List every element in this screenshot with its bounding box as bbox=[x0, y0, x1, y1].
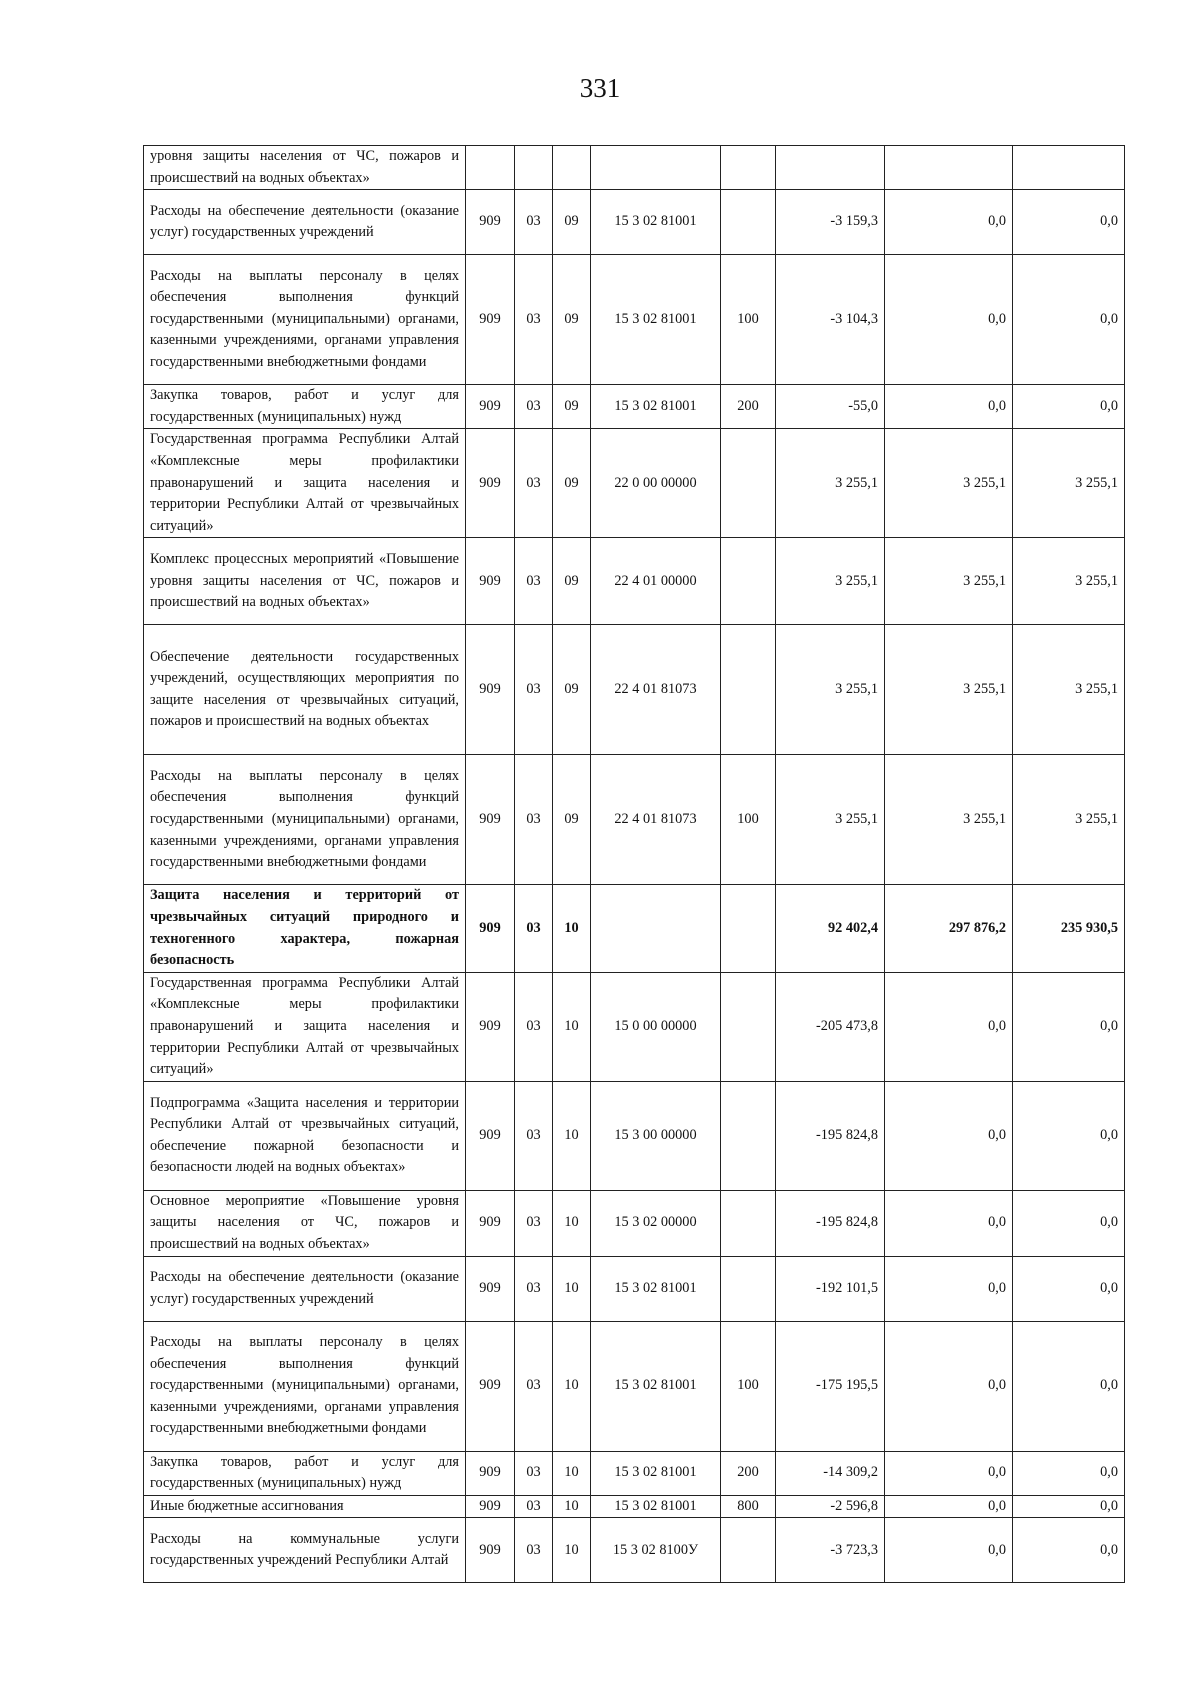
subsection-code-cell: 10 bbox=[553, 1190, 591, 1256]
amount-year-1-cell: 3 255,1 bbox=[776, 625, 885, 755]
amount-year-3-cell: 0,0 bbox=[1013, 1256, 1125, 1321]
section-code-cell: 03 bbox=[515, 1190, 553, 1256]
amount-year-2-cell: 0,0 bbox=[885, 255, 1013, 385]
amount-year-3-cell: 235 930,5 bbox=[1013, 885, 1125, 972]
target-article-cell: 15 3 02 81001 bbox=[591, 1495, 721, 1518]
grbs-code-cell: 909 bbox=[466, 1451, 515, 1495]
grbs-code-cell: 909 bbox=[466, 1495, 515, 1518]
amount-year-1-cell: -205 473,8 bbox=[776, 972, 885, 1081]
grbs-code-cell bbox=[466, 146, 515, 190]
table-row bbox=[144, 1256, 1125, 1321]
target-article-cell: 15 3 02 81001 bbox=[591, 255, 721, 385]
subsection-code-cell: 09 bbox=[553, 755, 591, 885]
amount-year-1-cell: -3 104,3 bbox=[776, 255, 885, 385]
expense-type-cell bbox=[721, 538, 776, 625]
amount-year-2-cell: 0,0 bbox=[885, 1256, 1013, 1321]
expense-name-cell: Подпрограмма «Защита населения и территории Республики Алтай от чрезвычайных ситуаций, обеспечение пожарной безопасности и безопасности людей на водных объектах» bbox=[144, 1081, 466, 1190]
table-row bbox=[144, 1495, 1125, 1518]
amount-year-2-cell: 0,0 bbox=[885, 1451, 1013, 1495]
amount-year-1-cell: -195 824,8 bbox=[776, 1190, 885, 1256]
amount-year-1-cell: -3 723,3 bbox=[776, 1518, 885, 1583]
expense-type-cell bbox=[721, 972, 776, 1081]
amount-year-2-cell: 3 255,1 bbox=[885, 538, 1013, 625]
expense-name-cell: Закупка товаров, работ и услуг для государственных (муниципальных) нужд bbox=[144, 1451, 466, 1495]
amount-year-1-cell: 3 255,1 bbox=[776, 755, 885, 885]
budget-table-body bbox=[144, 146, 1125, 1583]
grbs-code-cell: 909 bbox=[466, 429, 515, 538]
amount-year-3-cell bbox=[1013, 146, 1125, 190]
table-row bbox=[144, 429, 1125, 538]
amount-year-2-cell: 0,0 bbox=[885, 1518, 1013, 1583]
amount-year-2-cell: 0,0 bbox=[885, 1495, 1013, 1518]
expense-type-cell bbox=[721, 625, 776, 755]
expense-name-cell: Основное мероприятие «Повышение уровня защиты населения от ЧС, пожаров и происшествий на водных объектах» bbox=[144, 1190, 466, 1256]
amount-year-2-cell: 3 255,1 bbox=[885, 755, 1013, 885]
grbs-code-cell: 909 bbox=[466, 538, 515, 625]
expense-name-cell: Расходы на выплаты персоналу в целях обеспечения выполнения функций государственными (муниципальными) органами, казенными учреждениями, органами управления государственными внебюджетными фондами bbox=[144, 1321, 466, 1451]
expense-type-cell bbox=[721, 1518, 776, 1583]
subsection-code-cell: 10 bbox=[553, 1321, 591, 1451]
grbs-code-cell: 909 bbox=[466, 1256, 515, 1321]
table-row bbox=[144, 1081, 1125, 1190]
table-row bbox=[144, 885, 1125, 972]
target-article-cell: 15 3 02 81001 bbox=[591, 1321, 721, 1451]
expense-type-cell: 100 bbox=[721, 255, 776, 385]
table-row bbox=[144, 1451, 1125, 1495]
amount-year-2-cell: 0,0 bbox=[885, 190, 1013, 255]
amount-year-2-cell: 297 876,2 bbox=[885, 885, 1013, 972]
amount-year-1-cell: -14 309,2 bbox=[776, 1451, 885, 1495]
subsection-code-cell: 09 bbox=[553, 625, 591, 755]
amount-year-3-cell: 0,0 bbox=[1013, 1518, 1125, 1583]
expense-name-cell: Государственная программа Республики Алтай «Комплексные меры профилактики правонарушений и защита населения и территории Республики Алтай от чрезвычайных ситуаций» bbox=[144, 972, 466, 1081]
expense-name-cell: Иные бюджетные ассигнования bbox=[144, 1495, 466, 1518]
expense-type-cell bbox=[721, 1190, 776, 1256]
amount-year-3-cell: 0,0 bbox=[1013, 1321, 1125, 1451]
amount-year-3-cell: 3 255,1 bbox=[1013, 538, 1125, 625]
expense-type-cell: 800 bbox=[721, 1495, 776, 1518]
amount-year-1-cell: -55,0 bbox=[776, 385, 885, 429]
page-number: 331 bbox=[579, 73, 621, 103]
amount-year-2-cell bbox=[885, 146, 1013, 190]
amount-year-3-cell: 0,0 bbox=[1013, 1081, 1125, 1190]
section-code-cell: 03 bbox=[515, 1081, 553, 1190]
expense-name-cell: Закупка товаров, работ и услуг для государственных (муниципальных) нужд bbox=[144, 385, 466, 429]
subsection-code-cell: 09 bbox=[553, 385, 591, 429]
expense-name-cell: Обеспечение деятельности государственных учреждений, осуществляющих мероприятия по защите населения от чрезвычайных ситуаций, пожаров и происшествий на водных объектах bbox=[144, 625, 466, 755]
expense-name-cell: Комплекс процессных мероприятий «Повышение уровня защиты населения от ЧС, пожаров и происшествий на водных объектах» bbox=[144, 538, 466, 625]
amount-year-1-cell: 92 402,4 bbox=[776, 885, 885, 972]
target-article-cell: 22 4 01 00000 bbox=[591, 538, 721, 625]
expense-type-cell bbox=[721, 146, 776, 190]
table-row bbox=[144, 972, 1125, 1081]
grbs-code-cell: 909 bbox=[466, 972, 515, 1081]
section-code-cell: 03 bbox=[515, 1321, 553, 1451]
amount-year-3-cell: 0,0 bbox=[1013, 972, 1125, 1081]
section-code-cell: 03 bbox=[515, 755, 553, 885]
target-article-cell: 22 0 00 00000 bbox=[591, 429, 721, 538]
amount-year-2-cell: 3 255,1 bbox=[885, 625, 1013, 755]
amount-year-2-cell: 0,0 bbox=[885, 1321, 1013, 1451]
amount-year-1-cell: -175 195,5 bbox=[776, 1321, 885, 1451]
amount-year-1-cell: 3 255,1 bbox=[776, 538, 885, 625]
section-code-cell: 03 bbox=[515, 1495, 553, 1518]
target-article-cell: 22 4 01 81073 bbox=[591, 625, 721, 755]
expense-name-cell: Государственная программа Республики Алтай «Комплексные меры профилактики правонарушений и защита населения и территории Республики Алтай от чрезвычайных ситуаций» bbox=[144, 429, 466, 538]
amount-year-1-cell: -192 101,5 bbox=[776, 1256, 885, 1321]
target-article-cell: 15 0 00 00000 bbox=[591, 972, 721, 1081]
expense-type-cell: 200 bbox=[721, 385, 776, 429]
table-row bbox=[144, 385, 1125, 429]
target-article-cell: 22 4 01 81073 bbox=[591, 755, 721, 885]
section-code-cell: 03 bbox=[515, 1256, 553, 1321]
table-row bbox=[144, 538, 1125, 625]
table-row bbox=[144, 1190, 1125, 1256]
grbs-code-cell: 909 bbox=[466, 1190, 515, 1256]
target-article-cell: 15 3 02 81001 bbox=[591, 385, 721, 429]
amount-year-3-cell: 0,0 bbox=[1013, 255, 1125, 385]
amount-year-2-cell: 0,0 bbox=[885, 1081, 1013, 1190]
section-code-cell: 03 bbox=[515, 429, 553, 538]
target-article-cell: 15 3 00 00000 bbox=[591, 1081, 721, 1190]
grbs-code-cell: 909 bbox=[466, 190, 515, 255]
subsection-code-cell: 10 bbox=[553, 972, 591, 1081]
subsection-code-cell: 09 bbox=[553, 255, 591, 385]
subsection-code-cell: 10 bbox=[553, 1256, 591, 1321]
section-code-cell: 03 bbox=[515, 190, 553, 255]
grbs-code-cell: 909 bbox=[466, 1518, 515, 1583]
amount-year-3-cell: 0,0 bbox=[1013, 1495, 1125, 1518]
subsection-code-cell: 09 bbox=[553, 429, 591, 538]
table-row bbox=[144, 190, 1125, 255]
expense-name-cell: уровня защиты населения от ЧС, пожаров и происшествий на водных объектах» bbox=[144, 146, 466, 190]
expense-type-cell bbox=[721, 1081, 776, 1190]
amount-year-1-cell: -3 159,3 bbox=[776, 190, 885, 255]
section-code-cell: 03 bbox=[515, 885, 553, 972]
section-code-cell: 03 bbox=[515, 1451, 553, 1495]
expense-name-cell: Расходы на обеспечение деятельности (оказание услуг) государственных учреждений bbox=[144, 1256, 466, 1321]
amount-year-3-cell: 3 255,1 bbox=[1013, 429, 1125, 538]
expense-name-cell: Расходы на коммунальные услуги государственных учреждений Республики Алтай bbox=[144, 1518, 466, 1583]
amount-year-3-cell: 3 255,1 bbox=[1013, 625, 1125, 755]
subsection-code-cell: 09 bbox=[553, 190, 591, 255]
section-code-cell: 03 bbox=[515, 255, 553, 385]
subsection-code-cell: 10 bbox=[553, 1451, 591, 1495]
target-article-cell: 15 3 02 81001 bbox=[591, 1451, 721, 1495]
grbs-code-cell: 909 bbox=[466, 755, 515, 885]
subsection-code-cell: 10 bbox=[553, 1518, 591, 1583]
section-code-cell: 03 bbox=[515, 1518, 553, 1583]
section-code-cell: 03 bbox=[515, 538, 553, 625]
subsection-code-cell: 10 bbox=[553, 1495, 591, 1518]
table-row bbox=[144, 755, 1125, 885]
subsection-code-cell: 10 bbox=[553, 1081, 591, 1190]
amount-year-1-cell: -2 596,8 bbox=[776, 1495, 885, 1518]
grbs-code-cell: 909 bbox=[466, 385, 515, 429]
amount-year-2-cell: 0,0 bbox=[885, 972, 1013, 1081]
amount-year-3-cell: 0,0 bbox=[1013, 190, 1125, 255]
table-row bbox=[144, 1321, 1125, 1451]
table-row bbox=[144, 1518, 1125, 1583]
section-code-cell: 03 bbox=[515, 972, 553, 1081]
amount-year-3-cell: 0,0 bbox=[1013, 1190, 1125, 1256]
amount-year-3-cell: 3 255,1 bbox=[1013, 755, 1125, 885]
amount-year-1-cell bbox=[776, 146, 885, 190]
expense-name-cell: Расходы на выплаты персоналу в целях обеспечения выполнения функций государственными (муниципальными) органами, казенными учреждениями, органами управления государственными внебюджетными фондами bbox=[144, 755, 466, 885]
target-article-cell bbox=[591, 146, 721, 190]
expense-type-cell: 100 bbox=[721, 755, 776, 885]
subsection-code-cell: 10 bbox=[553, 885, 591, 972]
expense-type-cell: 200 bbox=[721, 1451, 776, 1495]
budget-table bbox=[143, 145, 1125, 1583]
expense-name-cell: Расходы на выплаты персоналу в целях обеспечения выполнения функций государственными (муниципальными) органами, казенными учреждениями, органами управления государственными внебюджетными фондами bbox=[144, 255, 466, 385]
target-article-cell: 15 3 02 00000 bbox=[591, 1190, 721, 1256]
target-article-cell: 15 3 02 81001 bbox=[591, 1256, 721, 1321]
amount-year-2-cell: 3 255,1 bbox=[885, 429, 1013, 538]
amount-year-3-cell: 0,0 bbox=[1013, 1451, 1125, 1495]
amount-year-3-cell: 0,0 bbox=[1013, 385, 1125, 429]
table-row bbox=[144, 625, 1125, 755]
expense-type-cell bbox=[721, 190, 776, 255]
grbs-code-cell: 909 bbox=[466, 625, 515, 755]
section-code-cell: 03 bbox=[515, 385, 553, 429]
table-row bbox=[144, 146, 1125, 190]
expense-name-cell: Защита населения и территорий от чрезвычайных ситуаций природного и техногенного характера, пожарная безопасность bbox=[144, 885, 466, 972]
expense-type-cell: 100 bbox=[721, 1321, 776, 1451]
expense-name-cell: Расходы на обеспечение деятельности (оказание услуг) государственных учреждений bbox=[144, 190, 466, 255]
amount-year-1-cell: 3 255,1 bbox=[776, 429, 885, 538]
grbs-code-cell: 909 bbox=[466, 1321, 515, 1451]
section-code-cell: 03 bbox=[515, 625, 553, 755]
grbs-code-cell: 909 bbox=[466, 885, 515, 972]
grbs-code-cell: 909 bbox=[466, 1081, 515, 1190]
amount-year-2-cell: 0,0 bbox=[885, 1190, 1013, 1256]
grbs-code-cell: 909 bbox=[466, 255, 515, 385]
table-row bbox=[144, 255, 1125, 385]
expense-type-cell bbox=[721, 885, 776, 972]
expense-type-cell bbox=[721, 429, 776, 538]
subsection-code-cell bbox=[553, 146, 591, 190]
target-article-cell bbox=[591, 885, 721, 972]
target-article-cell: 15 3 02 8100У bbox=[591, 1518, 721, 1583]
amount-year-2-cell: 0,0 bbox=[885, 385, 1013, 429]
subsection-code-cell: 09 bbox=[553, 538, 591, 625]
section-code-cell bbox=[515, 146, 553, 190]
amount-year-1-cell: -195 824,8 bbox=[776, 1081, 885, 1190]
target-article-cell: 15 3 02 81001 bbox=[591, 190, 721, 255]
expense-type-cell bbox=[721, 1256, 776, 1321]
